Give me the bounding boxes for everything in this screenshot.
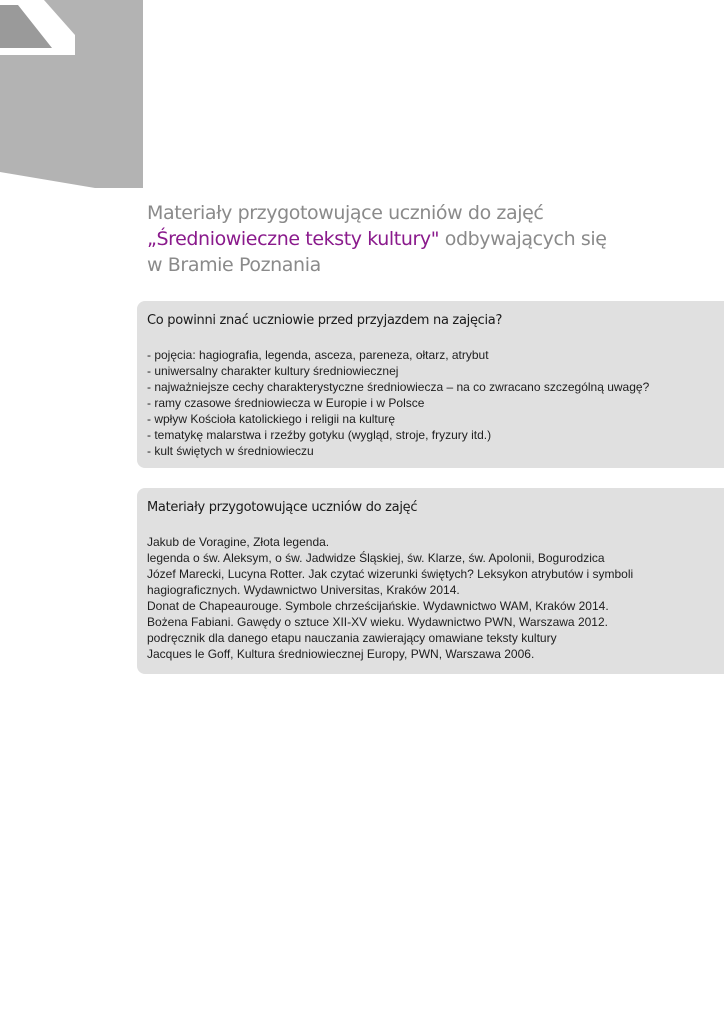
list-item: Józef Marecki, Lucyna Rotter. Jak czytać wizerunki świętych? Leksykon atrybutów i symboli [147,567,634,581]
prerequisites-list [147,347,712,459]
list-item: Jakub de Voragine, Złota legenda. [147,535,330,549]
list-item: - kult świętych w średniowieczu [147,444,314,458]
list-item: hagiograficznych. Wydawnictwo Universitas, Kraków 2014. [147,583,460,597]
list-item: - najważniejsze cechy charakterystyczne średniowiecza – na co zwracano szczególną uwagę? [147,380,650,394]
materials-heading: Materiały przygotowujące uczniów do zajęć [147,500,418,515]
list-item: Bożena Fabiani. Gawędy o sztuce XII-XV wieku. Wydawnictwo PWN, Warszawa 2012. [147,615,608,629]
prerequisites-panel [137,301,724,468]
prerequisites-heading: Co powinni znać uczniowie przed przyjazdem na zajęcia? [147,313,503,328]
list-item: - pojęcia: hagiografia, legenda, asceza, pareneza, ołtarz, atrybut [147,348,489,362]
materials-list [147,534,712,662]
list-item: - wpływ Kościoła katolickiego i religii na kulturę [147,412,396,426]
list-item: - uniwersalny charakter kultury średniowiecznej [147,364,399,378]
list-item: legenda o św. Aleksym, o św. Jadwidze Śląskiej, św. Klarze, św. Apolonii, Bogurodzica [147,551,605,565]
list-item: podręcznik dla danego etapu nauczania zawierający omawiane teksty kultury [147,631,557,645]
title-line-3: w Bramie Poznania [147,254,321,276]
document-logo-icon [0,0,150,190]
materials-panel [137,488,724,674]
title-line-2 [147,226,707,252]
page-title [147,200,707,278]
title-line-2-rest: odbywających się [439,228,607,250]
list-item: Jacques le Goff, Kultura średniowiecznej Europy, PWN, Warszawa 2006. [147,647,535,661]
title-line-1: Materiały przygotowujące uczniów do zajęć [147,202,544,224]
title-highlight: „Średniowieczne teksty kultury" [147,228,440,250]
list-item: - ramy czasowe średniowiecza w Europie i w Polsce [147,396,425,410]
list-item: Donat de Chapeaurouge. Symbole chrześcijańskie. Wydawnictwo WAM, Kraków 2014. [147,599,609,613]
list-item: - tematykę malarstwa i rzeźby gotyku (wygląd, stroje, fryzury itd.) [147,428,492,442]
